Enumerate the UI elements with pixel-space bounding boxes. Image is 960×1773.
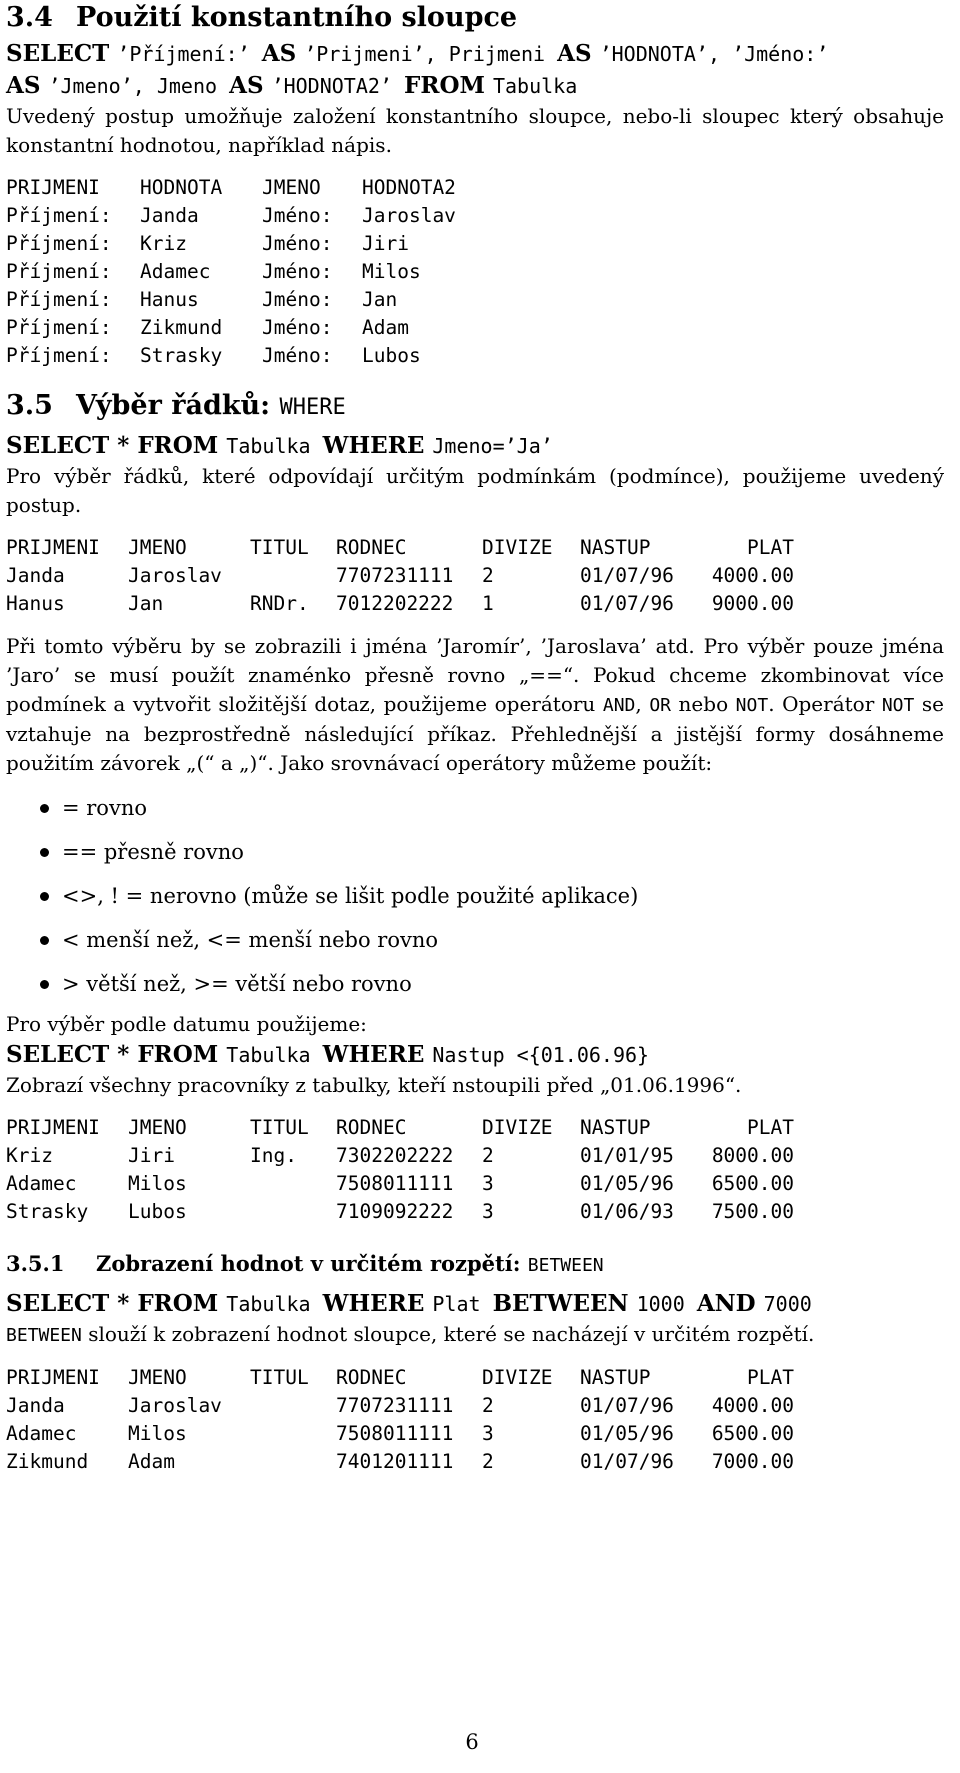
table-row — [6, 314, 482, 342]
table-cell — [250, 1170, 336, 1198]
section-heading-3-5 — [6, 388, 944, 426]
bullet-icon — [40, 848, 49, 857]
table-cell: Adamec — [140, 260, 211, 283]
sql-code: ’HODNOTA’, ’Jméno:’ — [599, 42, 829, 66]
sql-keyword: AS — [557, 40, 600, 67]
table-cell: Lubos — [128, 1200, 187, 1223]
table-cell: Strasky — [140, 344, 223, 367]
table-cell: 7109092222 — [336, 1200, 454, 1223]
result-table-date — [6, 1114, 794, 1226]
sql-code: Tabulka — [226, 1292, 323, 1316]
sql-code: Jmeno=’Ja’ — [432, 434, 553, 458]
table-cell: 7000.00 — [711, 1450, 794, 1473]
operator-list-item — [6, 962, 944, 1006]
table-cell: 7508011111 — [336, 1172, 454, 1195]
table-cell: 01/07/96 — [580, 1450, 674, 1473]
sql-code: Nastup <{01.06.96} — [432, 1043, 650, 1067]
sql-code: Tabulka — [226, 434, 323, 458]
column-header: JMENO — [128, 1366, 187, 1389]
table-cell: 3 — [482, 1422, 494, 1445]
column-header: NASTUP — [580, 1116, 651, 1139]
operator-list-item — [6, 830, 944, 874]
operator-text: > větší než, >= větší nebo rovno — [62, 972, 412, 996]
date-description: Zobrazí všechny pracovníky z tabulky, kteří nstoupili před „01.06.1996“. — [6, 1073, 742, 1097]
table-cell: RNDr. — [250, 592, 309, 615]
sql-keyword: SELECT — [6, 1041, 118, 1068]
table-cell: 01/05/96 — [580, 1422, 674, 1445]
sql-code: ’Jmeno’, Jmeno — [48, 74, 230, 98]
table-row — [6, 590, 794, 618]
sql-statement-date — [6, 1039, 944, 1071]
result-table-where — [6, 534, 794, 618]
table-cell: Lubos — [362, 344, 421, 367]
column-header: RODNEC — [336, 1366, 407, 1389]
table-cell: Adam — [362, 316, 409, 339]
table-cell: Kriz — [6, 1144, 53, 1167]
table-cell: Adamec — [6, 1172, 77, 1195]
table-cell: 9000.00 — [711, 592, 794, 615]
section-title: Použití konstantního sloupce — [76, 2, 518, 33]
table-cell: Hanus — [6, 592, 65, 615]
table-cell: Příjmení: — [6, 344, 112, 367]
table-cell: Jaroslav — [128, 564, 222, 587]
table-cell: 3 — [482, 1200, 494, 1223]
table-cell: 8000.00 — [711, 1144, 794, 1167]
table-cell: 6500.00 — [711, 1172, 794, 1195]
table-header-row — [6, 534, 794, 562]
table-cell: 2 — [482, 1450, 494, 1473]
table-cell: 01/07/96 — [580, 564, 674, 587]
table-row — [6, 342, 482, 370]
table-cell: 01/01/95 — [580, 1144, 674, 1167]
table-cell: 01/07/96 — [580, 1394, 674, 1417]
sql-code: 1000 — [636, 1292, 697, 1316]
table-cell: Příjmení: — [6, 232, 112, 255]
table-cell: Jan — [128, 592, 164, 615]
inline-code: NOT — [735, 695, 769, 716]
column-header: PRIJMENI — [6, 176, 100, 199]
table-cell: Milos — [128, 1422, 187, 1445]
table-cell: Jméno: — [262, 316, 333, 339]
column-header: DIVIZE — [482, 1366, 553, 1389]
column-header: TITUL — [250, 1366, 309, 1389]
table-cell: 4000.00 — [711, 1394, 794, 1417]
between-description — [6, 1320, 944, 1350]
table-cell: 01/06/93 — [580, 1200, 674, 1223]
table-cell: 7401201111 — [336, 1450, 454, 1473]
text-run: . Operátor — [768, 692, 882, 716]
table-row — [6, 230, 482, 258]
table-cell: Janda — [140, 204, 199, 227]
sql-keyword: AS — [229, 72, 272, 99]
table-cell: Zikmund — [140, 316, 223, 339]
subsection-title-code: BETWEEN — [527, 1255, 604, 1276]
table-row — [6, 1142, 794, 1170]
table-cell: 7707231111 — [336, 564, 454, 587]
table-cell: 6500.00 — [711, 1422, 794, 1445]
constant-column-description: Uvedený postup umožňuje založení konstantního sloupce, nebo-li sloupec který obsahuje konstantní hodnotou, například nápis. — [6, 104, 944, 157]
operator-list-item — [6, 918, 944, 962]
sql-keyword: * — [117, 1041, 138, 1068]
table-cell: Milos — [128, 1172, 187, 1195]
sql-statement-constant-line1 — [6, 38, 944, 70]
table-cell: Milos — [362, 260, 421, 283]
between-description-text: slouží k zobrazení hodnot sloupce, které se nacházejí v určitém rozpětí. — [81, 1322, 815, 1346]
table-cell: 2 — [482, 1394, 494, 1417]
sql-keyword: FROM — [404, 72, 493, 99]
column-header: HODNOTA — [140, 176, 223, 199]
column-header: TITUL — [250, 1116, 309, 1139]
subsection-title: Zobrazení hodnot v určitém rozpětí: — [96, 1251, 528, 1276]
column-header: TITUL — [250, 536, 309, 559]
sql-keyword: WHERE — [322, 1290, 433, 1317]
table-cell: 2 — [482, 564, 494, 587]
inline-code: AND — [602, 695, 636, 716]
table-cell: 7012202222 — [336, 592, 454, 615]
operator-list-item — [6, 874, 944, 918]
table-cell: Strasky — [6, 1200, 89, 1223]
table-cell: 2 — [482, 1144, 494, 1167]
where-explanation — [6, 632, 944, 778]
table-row — [6, 1392, 794, 1420]
table-cell: Janda — [6, 1394, 65, 1417]
table-cell: 4000.00 — [711, 564, 794, 587]
table-header-row — [6, 174, 482, 202]
sql-keyword: SELECT — [6, 432, 118, 459]
table-cell: Jméno: — [262, 260, 333, 283]
table-row — [6, 562, 794, 590]
page-number: 6 — [465, 1730, 479, 1754]
column-header: RODNEC — [336, 536, 407, 559]
table-cell: Jméno: — [262, 204, 333, 227]
table-cell: Adamec — [6, 1422, 77, 1445]
column-header: PRIJMENI — [6, 536, 100, 559]
bullet-icon — [40, 892, 49, 901]
sql-keyword: WHERE — [322, 1041, 433, 1068]
operator-text: < menší než, <= menší nebo rovno — [62, 928, 439, 952]
table-cell: Ing. — [250, 1144, 297, 1167]
bullet-icon — [40, 936, 49, 945]
sql-code: Plat — [432, 1292, 493, 1316]
sql-code: ’HODNOTA2’ — [271, 74, 405, 98]
section-title: Výběr řádků: — [76, 390, 280, 421]
table-cell: Jiri — [362, 232, 409, 255]
table-row — [6, 1198, 794, 1226]
between-keyword: BETWEEN — [6, 1325, 82, 1346]
table-cell: Příjmení: — [6, 288, 112, 311]
table-row — [6, 1420, 794, 1448]
operator-list-item — [6, 786, 944, 830]
sql-code: ’Prijmeni’, Prijmeni — [304, 42, 558, 66]
table-cell: 7508011111 — [336, 1422, 454, 1445]
where-description: Pro výběr řádků, které odpovídají určitým podmínkám (podmínce), použijeme uvedený postup. — [6, 464, 944, 517]
column-header: PRIJMENI — [6, 1116, 100, 1139]
table-header-row — [6, 1364, 794, 1392]
column-header: PRIJMENI — [6, 1366, 100, 1389]
table-cell — [250, 1392, 336, 1420]
operator-text: = rovno — [62, 796, 147, 820]
column-header: HODNOTA2 — [362, 176, 456, 199]
column-header: JMENO — [262, 176, 321, 199]
table-cell: 1 — [482, 592, 494, 615]
table-row — [6, 202, 482, 230]
column-header: NASTUP — [580, 1366, 651, 1389]
table-header-row — [6, 1114, 794, 1142]
comparison-operators-list — [6, 786, 944, 1006]
text-run: Při tomto výběru by se zobrazili i jména ’Jaromír’, ’Jaroslava’ atd. Pro výběr pouze jména ’Jaro’ se musí použít znaménko přesně rovno „==“. Pokud chceme zkombinovat více podmínek a vytvořit složitější dotaz, použijeme operátoru — [6, 634, 944, 716]
sql-keyword: AND — [696, 1290, 764, 1317]
inline-code: NOT — [881, 695, 915, 716]
column-header: JMENO — [128, 1116, 187, 1139]
column-header: PLAT — [747, 1366, 794, 1389]
table-cell: 3 — [482, 1172, 494, 1195]
sql-keyword: SELECT — [6, 40, 118, 67]
operator-text: <>, ! = nerovno (může se lišit podle použité aplikace) — [62, 884, 639, 908]
sql-statement-constant-line2 — [6, 70, 944, 102]
table-cell: 01/05/96 — [580, 1172, 674, 1195]
table-row — [6, 286, 482, 314]
section-number: 3.4 — [6, 2, 53, 33]
table-cell: Jméno: — [262, 288, 333, 311]
column-header: NASTUP — [580, 536, 651, 559]
sql-keyword: SELECT — [6, 1290, 118, 1317]
sql-keyword: FROM — [137, 1290, 227, 1317]
table-cell — [250, 562, 336, 590]
table-cell: Příjmení: — [6, 204, 112, 227]
bullet-icon — [40, 804, 49, 813]
table-cell: Adam — [128, 1450, 175, 1473]
table-cell: Jan — [362, 288, 398, 311]
table-cell: Jaroslav — [128, 1394, 222, 1417]
table-row — [6, 1448, 794, 1476]
table-cell: Příjmení: — [6, 316, 112, 339]
table-cell — [250, 1198, 336, 1226]
column-header: JMENO — [128, 536, 187, 559]
table-row — [6, 258, 482, 286]
column-header: PLAT — [747, 1116, 794, 1139]
table-cell: Kriz — [140, 232, 187, 255]
section-title-code: WHERE — [279, 395, 346, 420]
sql-keyword: FROM — [137, 432, 227, 459]
table-cell: 7500.00 — [711, 1200, 794, 1223]
table-cell: Příjmení: — [6, 260, 112, 283]
table-cell: Jméno: — [262, 344, 333, 367]
subsection-heading-3-5-1 — [6, 1246, 944, 1282]
result-table-between — [6, 1364, 794, 1476]
table-cell: 01/07/96 — [580, 592, 674, 615]
table-cell: Jaroslav — [362, 204, 456, 227]
table-cell: Zikmund — [6, 1450, 89, 1473]
sql-keyword: FROM — [137, 1041, 227, 1068]
table-cell: Hanus — [140, 288, 199, 311]
sql-statement-between — [6, 1288, 944, 1320]
sql-keyword: * — [117, 1290, 138, 1317]
column-header: PLAT — [747, 536, 794, 559]
result-table-constant — [6, 174, 482, 370]
table-cell: Jiri — [128, 1144, 175, 1167]
table-cell: Jméno: — [262, 232, 333, 255]
column-header: DIVIZE — [482, 1116, 553, 1139]
sql-keyword: AS — [6, 72, 49, 99]
text-run: se vztahuje na bezprostředně následující příkaz. Přehlednější a jistější formy dosáhneme použitím závorek „(“ a „)“. Jako srovnávací operátory můžeme použít: — [6, 692, 944, 775]
section-number: 3.5 — [6, 390, 53, 421]
subsection-number: 3.5.1 — [6, 1251, 65, 1276]
table-cell: Janda — [6, 564, 65, 587]
sql-keyword: AS — [261, 40, 305, 67]
text-run: nebo — [671, 692, 736, 716]
sql-code: Tabulka — [226, 1043, 323, 1067]
sql-keyword: WHERE — [322, 432, 433, 459]
table-row — [6, 1170, 794, 1198]
table-cell: 7707231111 — [336, 1394, 454, 1417]
table-cell — [250, 1448, 336, 1476]
table-cell: 7302202222 — [336, 1144, 454, 1167]
table-cell — [250, 1420, 336, 1448]
bullet-icon — [40, 980, 49, 989]
sql-code: ’Příjmení:’ — [117, 42, 262, 66]
sql-code: 7000 — [763, 1292, 812, 1316]
column-header: DIVIZE — [482, 536, 553, 559]
text-run: , — [635, 692, 650, 716]
column-header: RODNEC — [336, 1116, 407, 1139]
sql-statement-where — [6, 430, 944, 462]
sql-code: Tabulka — [492, 74, 578, 98]
inline-code: OR — [649, 695, 671, 716]
operator-text: == přesně rovno — [62, 840, 244, 864]
date-intro: Pro výběr podle datumu použijeme: — [6, 1012, 367, 1036]
section-heading-3-4 — [6, 0, 944, 38]
sql-keyword: BETWEEN — [492, 1290, 637, 1317]
sql-keyword: * — [117, 432, 138, 459]
